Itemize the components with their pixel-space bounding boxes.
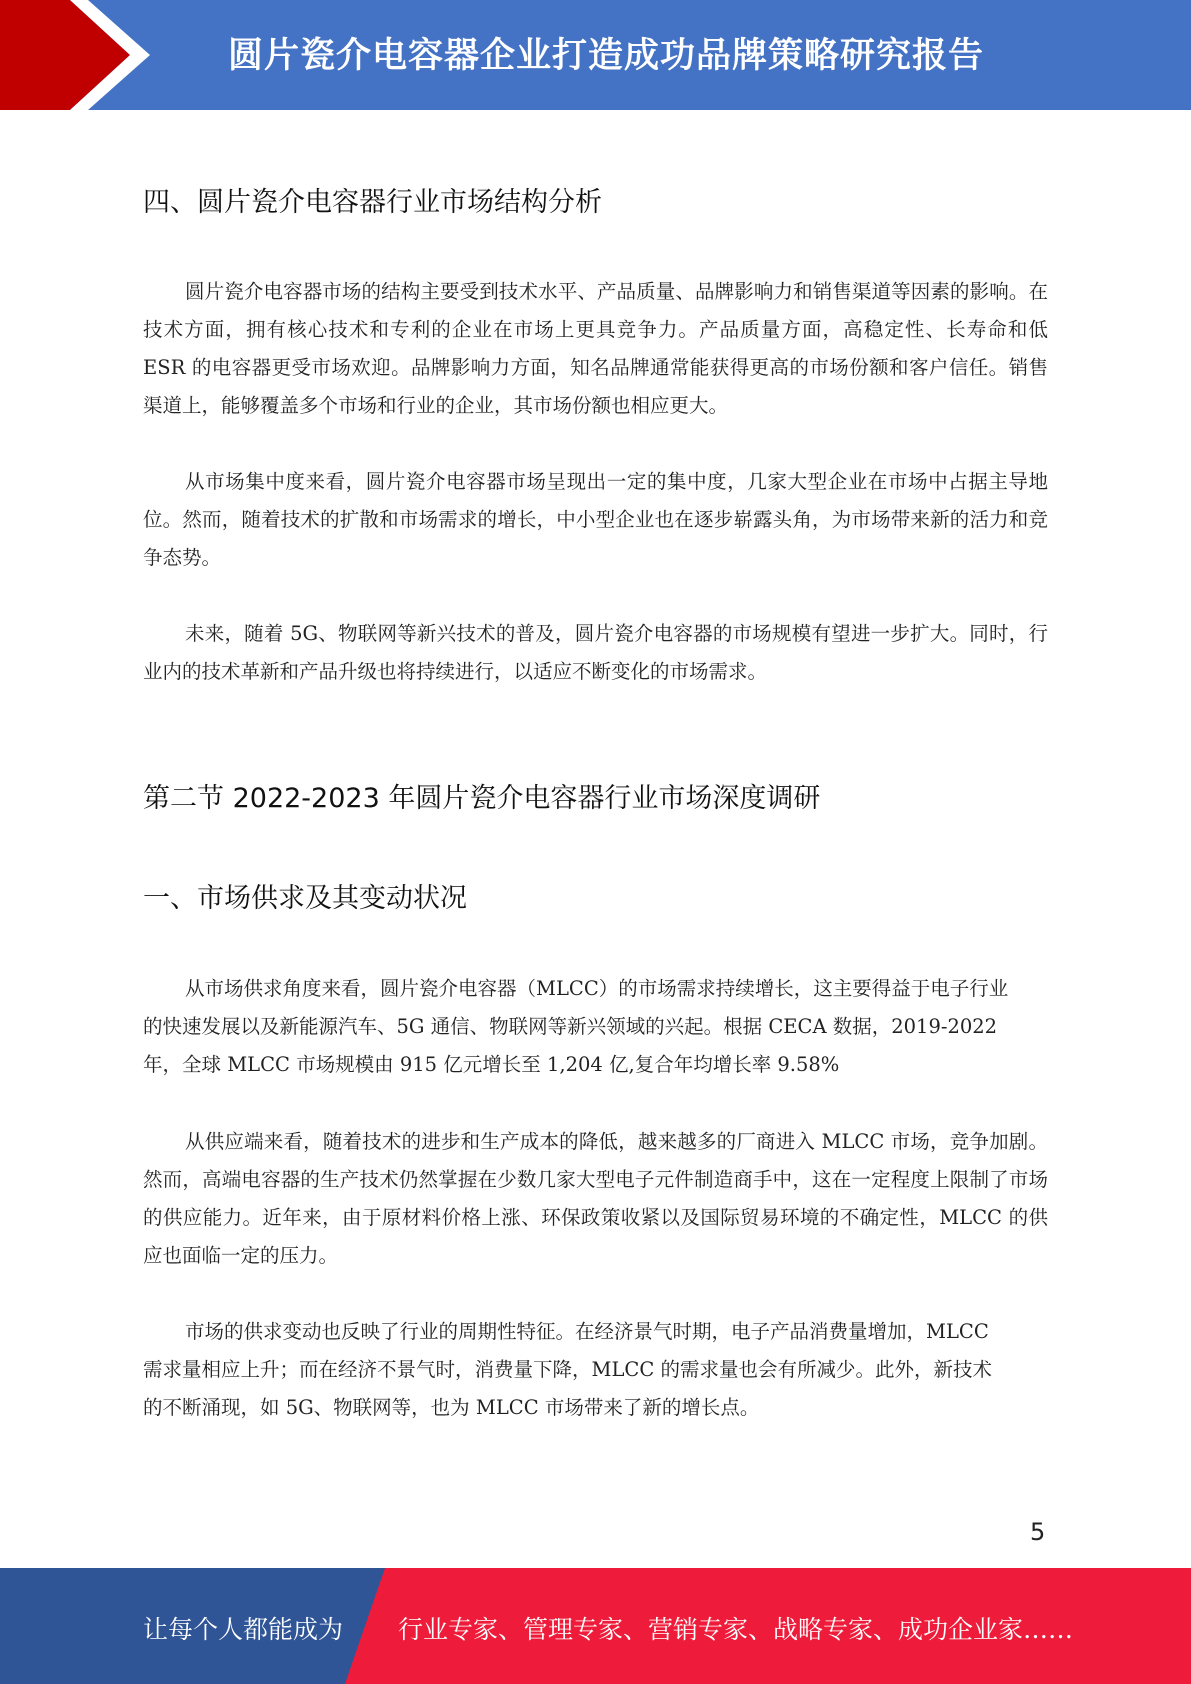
paragraph-supply-side: 从供应端来看，随着技术的进步和生产成本的降低，越来越多的厂商进入 MLCC 市场，竞争加剧。然而，高端电容器的生产技术仍然掌握在少数几家大型电子元件制造商手中，这在一定程度上限制了市场的供应能力。近年来，由于原材料价格上涨、环保政策收紧以及国际贸易环境的不确定性，MLCC 的供应也面临一定的压力。 xyxy=(143,1130,1048,1267)
paragraph-demand-growth xyxy=(143,970,1048,1084)
paragraph-line: 的不断涌现，如 5G、物联网等，也为 MLCC 市场带来了新的增长点。 xyxy=(143,1396,760,1419)
page-footer xyxy=(0,1568,1191,1684)
paragraph-line: 市场的供求变动也反映了行业的周期性特征。在经济景气时期，电子产品消费量增加，MLCC xyxy=(185,1320,989,1343)
page-header xyxy=(0,0,1191,110)
footer-slogan-right: 行业专家、管理专家、营销专家、战略专家、成功企业家…… xyxy=(398,1615,1074,1644)
page-number: 5 xyxy=(1030,1518,1046,1546)
footer-slogan-left: 让每个人都能成为 xyxy=(143,1615,344,1644)
heading-section-two: 第二节 2022-2023 年圆片瓷介电容器行业市场深度调研 xyxy=(143,783,821,814)
paragraph-concentration: 从市场集中度来看，圆片瓷介电容器市场呈现出一定的集中度，几家大型企业在市场中占据主导地位。然而，随着技术的扩散和市场需求的增长，中小型企业也在逐步崭露头角，为市场带来新的活力和竞争态势。 xyxy=(143,470,1048,569)
paragraph-line: 需求量相应上升；而在经济不景气时，消费量下降，MLCC 的需求量也会有所减少。此外，新技术 xyxy=(143,1358,992,1381)
chevron-logo-icon xyxy=(0,0,160,110)
paragraph-line: 的快速发展以及新能源汽车、5G 通信、物联网等新兴领域的兴起。根据 CECA 数据，2019-2022 xyxy=(143,1015,998,1038)
heading-market-structure: 四、圆片瓷介电容器行业市场结构分析 xyxy=(143,187,602,218)
report-title: 圆片瓷介电容器企业打造成功品牌策略研究报告 xyxy=(228,36,985,76)
paragraph-line: 从市场供求角度来看，圆片瓷介电容器（MLCC）的市场需求持续增长，这主要得益于电子行业 xyxy=(185,977,1009,1000)
paragraph-line: 年，全球 MLCC 市场规模由 915 亿元增长至 1,204 亿,复合年均增长率 9.58% xyxy=(143,1053,840,1076)
heading-supply-demand: 一、市场供求及其变动状况 xyxy=(143,883,467,914)
paragraph-future-outlook: 未来，随着 5G、物联网等新兴技术的普及，圆片瓷介电容器的市场规模有望进一步扩大。同时，行业内的技术革新和产品升级也将持续进行，以适应不断变化的市场需求。 xyxy=(143,622,1048,683)
paragraph-cyclical xyxy=(143,1313,1048,1427)
paragraph-structure-factors: 圆片瓷介电容器市场的结构主要受到技术水平、产品质量、品牌影响力和销售渠道等因素的影响。在技术方面，拥有核心技术和专利的企业在市场上更具竞争力。产品质量方面，高稳定性、长寿命和低 ESR 的电容器更受市场欢迎。品牌影响力方面，知名品牌通常能获得更高的市场份额和客户信任。销售渠道上，能够覆盖多个市场和行业的企业，其市场份额也相应更大。 xyxy=(143,280,1048,417)
